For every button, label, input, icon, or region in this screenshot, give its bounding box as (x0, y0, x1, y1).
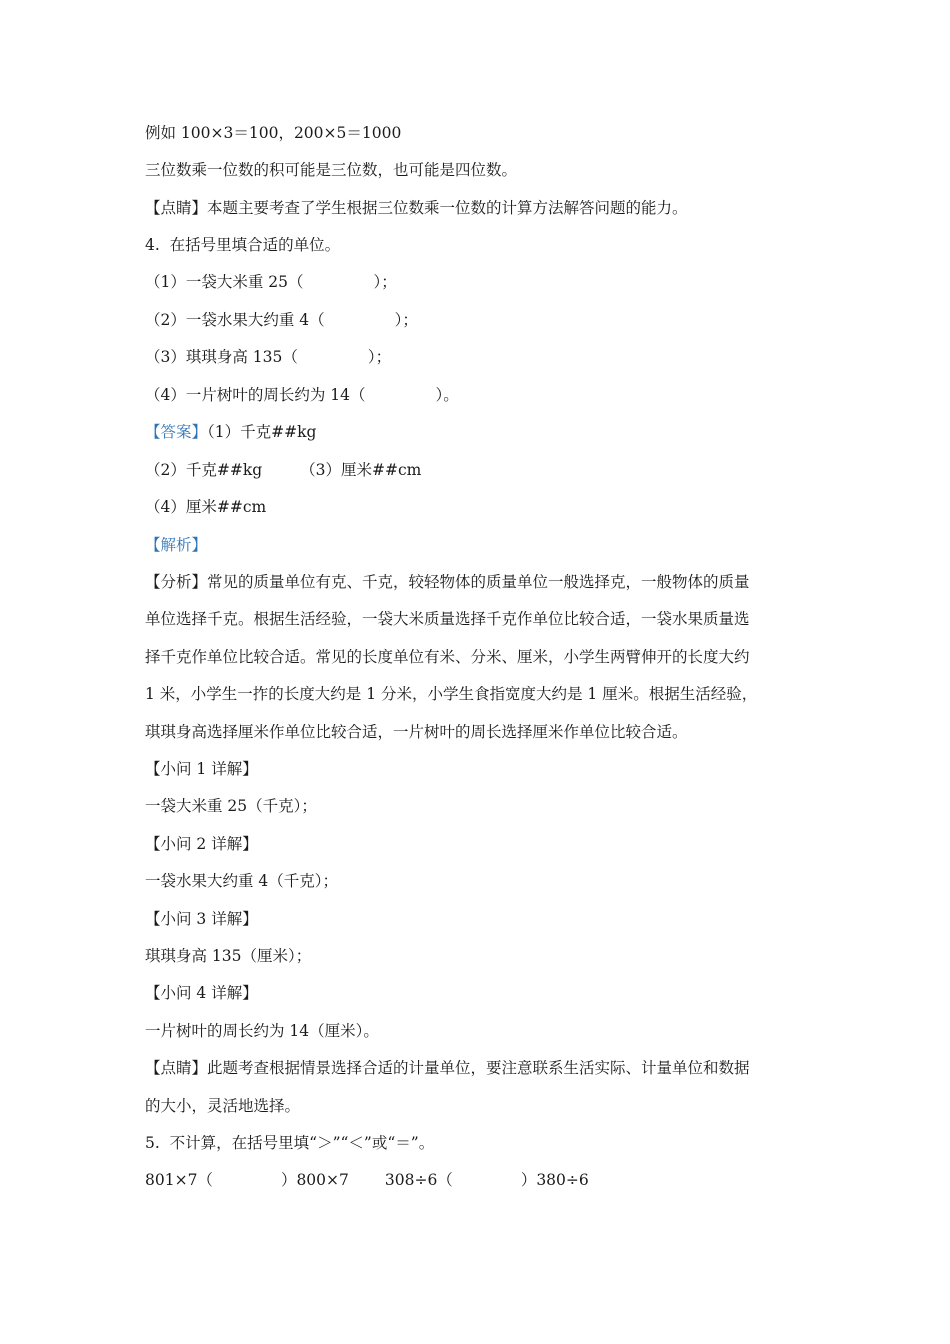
item-2-text: （2）一袋水果大约重 4（ (145, 311, 325, 329)
sub-question-2-text: 一袋水果大约重 4（千克）； (145, 872, 339, 890)
example-line: 例如 100×3＝100，200×5＝1000 (145, 124, 402, 142)
sub-question-2-heading: 【小问 2 详解】 (145, 835, 258, 853)
question-4-item-2 (145, 310, 418, 330)
comment-line-1: 【点睛】此题考查根据情景选择合适的计量单位，要注意联系生活实际、计量单位和数据 (145, 1059, 750, 1077)
answer-3: （3）厘米##cm (300, 461, 422, 479)
sub-question-3-heading: 【小问 3 详解】 (145, 910, 258, 928)
analysis-tag: 【解析】 (145, 536, 208, 554)
question-4-item-3 (145, 347, 391, 367)
question-5-items (145, 1170, 589, 1190)
sub-question-3-text: 琪琪身高 135（厘米）； (145, 947, 312, 965)
question-5-title: 5. 不计算，在括号里填“＞”“＜”或“＝”。 (145, 1134, 435, 1152)
item-1-text: （1）一袋大米重 25（ (145, 273, 304, 291)
item-4-end: ）。 (435, 386, 459, 404)
compare-a-right: ）800×7 (280, 1171, 349, 1189)
comment-line-2: 的大小，灵活地选择。 (145, 1097, 301, 1115)
sub-question-4-heading: 【小问 4 详解】 (145, 984, 258, 1002)
sub-question-1-heading: 【小问 1 详解】 (145, 760, 258, 778)
answer-4: （4）厘米##cm (145, 498, 267, 516)
answer-2: （2）千克##kg (145, 461, 263, 479)
question-4-item-4 (145, 385, 459, 405)
comment-line: 【点睛】本题主要考查了学生根据三位数乘一位数的计算方法解答问题的能力。 (145, 199, 688, 217)
item-3-text: （3）琪琪身高 135（ (145, 348, 298, 366)
answer-line-1 (145, 422, 316, 442)
compare-b-right: ）380÷6 (520, 1171, 589, 1189)
analysis-line-1: 【分析】常见的质量单位有克、千克，较轻物体的质量单位一般选择克，一般物体的质量 (145, 573, 750, 591)
item-3-end: ）； (367, 348, 392, 366)
item-4-text: （4）一片树叶的周长约为 14（ (145, 386, 366, 404)
analysis-line-3: 择千克作单位比较合适。常见的长度单位有米、分米、厘米，小学生两臂伸开的长度大约 (145, 648, 750, 666)
conclusion-line: 三位数乘一位数的积可能是三位数，也可能是四位数。 (145, 161, 518, 179)
sub-question-4-text: 一片树叶的周长约为 14（厘米）。 (145, 1022, 379, 1040)
compare-a-left: 801×7（ (145, 1171, 213, 1189)
answer-1: （1）千克##kg (207, 423, 317, 441)
sub-question-1-text: 一袋大米重 25（千克）； (145, 797, 317, 815)
analysis-line-5: 琪琪身高选择厘米作单位比较合适，一片树叶的周长选择厘米作单位比较合适。 (145, 723, 688, 741)
answer-tag: 【答案】 (145, 423, 208, 441)
analysis-line-2: 单位选择千克。根据生活经验，一袋大米质量选择千克作单位比较合适，一袋水果质量选 (145, 610, 750, 628)
item-2-end: ）； (394, 311, 418, 329)
item-1-end: ）； (373, 273, 397, 291)
analysis-line-4: 1 米，小学生一拃的长度大约是 1 分米，小学生食指宽度大约是 1 厘米。根据生活经验， (145, 685, 758, 703)
compare-b-left: 308÷6（ (384, 1171, 453, 1189)
answer-line-2 (145, 460, 421, 480)
question-4-item-1 (145, 272, 397, 292)
question-4-title: 4. 在括号里填合适的单位。 (145, 236, 341, 254)
